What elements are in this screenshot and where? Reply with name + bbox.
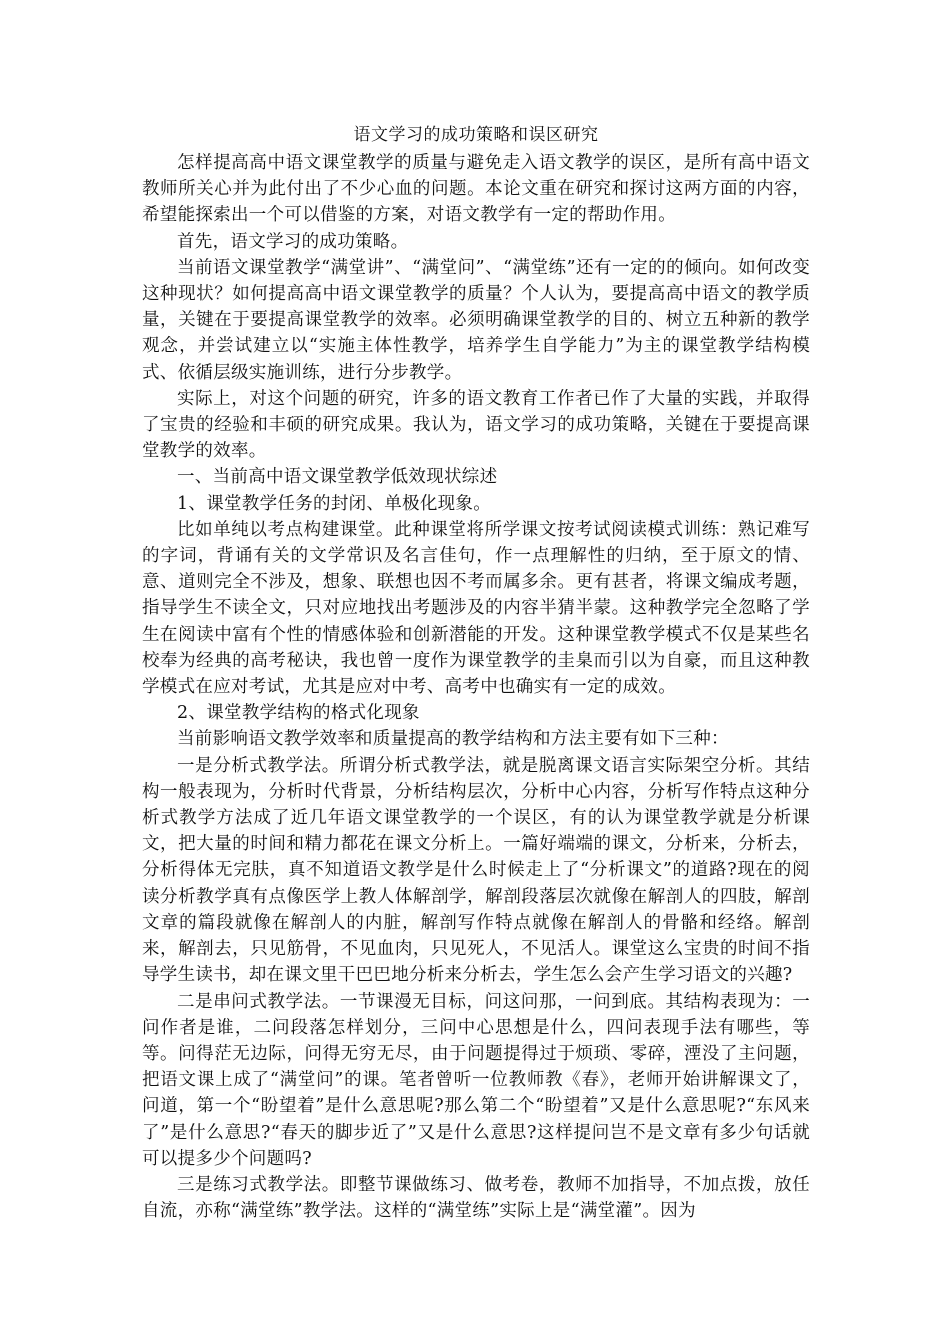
paragraph-question-method: 二是串问式教学法。一节课漫无目标，问这问那，一问到底。其结构表现为：一问作者是谁，二问段落怎样划分，三问中心思想是什么，四问表现手法有哪些，等等。问得茫无边际，问得无穷无尽，由于问题提得过于烦琐、零碎，湮没了主问题，把语文课上成了“满堂问”的课。笔者曾听一位教师教《春》，老师开始讲解课文了，问道，第一个“盼望着”是什么意思呢?那么第二个“盼望着”又是什么意思呢?“东风来了”是什么意思?“春天的脚步近了”又是什么意思?这样提问岂不是文章有多少句话就可以提多少个问题吗? bbox=[142, 991, 810, 1169]
paragraph-practice-method: 三是练习式教学法。即整节课做练习、做考卷，教师不加指导，不加点拨，放任自流，亦称“满堂练”教学法。这样的“满堂练”实际上是“满堂灌”。因为 bbox=[142, 1174, 810, 1222]
paragraph-first-point: 首先，语文学习的成功策略。 bbox=[177, 231, 409, 252]
document-body bbox=[142, 122, 810, 1224]
paragraph-intro: 怎样提高高中语文课堂教学的质量与避免走入语文教学的误区，是所有高中语文教师所关心并为此付出了不少心血的问题。本论文重在研究和探讨这两方面的内容，希望能探索出一个可以借鉴的方案，对语文教学有一定的帮助作用。 bbox=[142, 153, 810, 226]
paragraph-research: 实际上，对这个问题的研究，许多的语文教育工作者已作了大量的实践，并取得了宝贵的经验和丰硕的研究成果。我认为，语文学习的成功策略，关键在于要提高课堂教学的效率。 bbox=[142, 388, 810, 462]
subsection-heading-2: 2、课堂教学结构的格式化现象 bbox=[177, 703, 420, 724]
paragraph-current-status: 当前语文课堂教学“满堂讲”、“满堂问”、“满堂练”还有一定的的倾向。如何改变这种现状？如何提高高中语文课堂教学的质量？个人认为，要提高高中语文的教学质量，关键在于要提高课堂教学的效率。必须明确课堂教学的目的、树立五种新的教学观念，并尝试建立以“实施主体性教学，培养学生自学能力”为主的课堂教学结构模式、依循层级实施训练，进行分步教学。 bbox=[142, 257, 810, 383]
section-heading-1: 一、当前高中语文课堂教学低效现状综述 bbox=[177, 467, 498, 488]
document-title: 语文学习的成功策略和误区研究 bbox=[353, 125, 599, 145]
subsection-heading-1: 1、课堂教学任务的封闭、单极化现象。 bbox=[177, 493, 492, 514]
paragraph-exam-points: 比如单纯以考点构建课堂。此种课堂将所学课文按考试阅读模式训练：熟记难写的字词，背诵有关的文学常识及名言佳句，作一点理解性的归纳，至于原文的情、意、道则完全不涉及，想象、联想也因不考而属多余。更有甚者，将课文编成考题，指导学生不读全文，只对应地找出考题涉及的内容半猜半蒙。这种教学完全忽略了学生在阅读中富有个性的情感体验和创新潜能的开发。这种课堂教学模式不仅是某些名校奉为经典的高考秘诀，我也曾一度作为课堂教学的圭臬而引以为自豪，而且这种教学模式在应对考试，尤其是应对中考、高考中也确实有一定的成效。 bbox=[142, 519, 810, 698]
paragraph-three-methods: 当前影响语文教学效率和质量提高的教学结构和方法主要有如下三种： bbox=[177, 729, 729, 750]
paragraph-analysis-method: 一是分析式教学法。所谓分析式教学法，就是脱离课文语言实际架空分析。其结构一般表现为，分析时代背景，分析结构层次，分析中心内容，分析写作特点这种分析式教学方法成了近几年语文课堂教学的一个误区，有的认为课堂教学就是分析课文，把大量的时间和精力都花在课文分析上。一篇好端端的课文，分析来，分析去，分析得体无完肤，真不知道语文教学是什么时候走上了“分析课文”的道路?现在的阅读分析教学真有点像医学上教人体解剖学，解剖段落层次就像在解剖人的四肢，解剖文章的篇段就像在解剖人的内脏，解剖写作特点就像在解剖人的骨骼和经络。解剖来，解剖去，只见筋骨，不见血肉，只见死人，不见活人。课堂这么宝贵的时间不指导学生读书，却在课文里干巴巴地分析来分析去，学生怎么会产生学习语文的兴趣? bbox=[142, 755, 810, 986]
